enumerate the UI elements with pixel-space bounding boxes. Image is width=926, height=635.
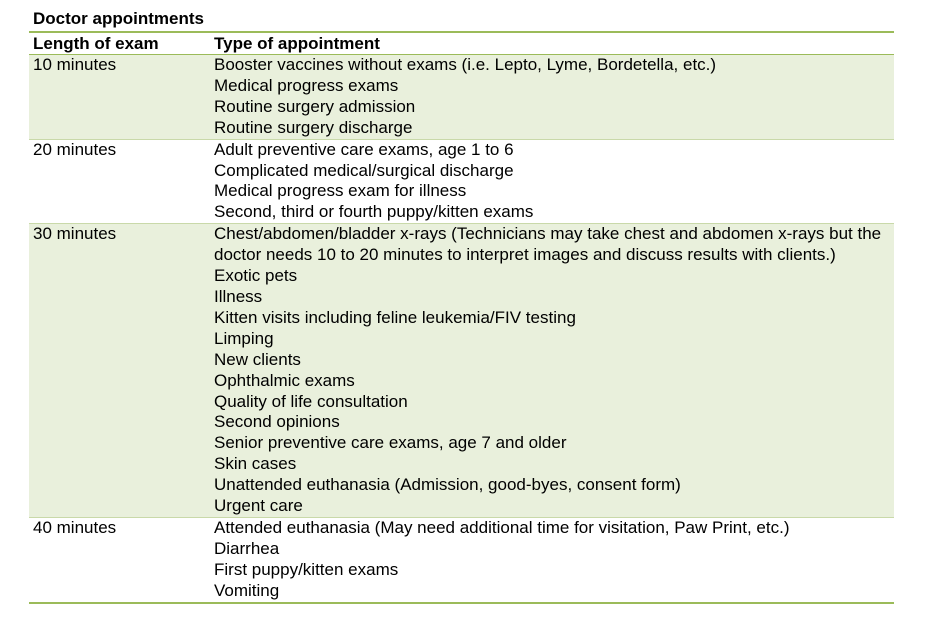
appointment-item: Quality of life consultation bbox=[214, 391, 408, 411]
type-cell bbox=[210, 139, 894, 224]
appointment-item: Chest/abdomen/bladder x-rays (Technicians may take chest and abdomen x-rays but the doctor needs 10 to 20 minutes to interpret images and discuss results with clients.) bbox=[214, 224, 882, 265]
appointment-item: Senior preventive care exams, age 7 and older bbox=[214, 433, 567, 453]
appointment-item: Unattended euthanasia (Admission, good-byes, consent form) bbox=[214, 475, 681, 495]
column-header-length: Length of exam bbox=[29, 32, 210, 55]
appointment-item: Diarrhea bbox=[214, 538, 280, 558]
appointment-item: Ophthalmic exams bbox=[214, 370, 355, 390]
length-cell: 20 minutes bbox=[29, 139, 210, 224]
appointments-document bbox=[29, 8, 894, 604]
type-cell bbox=[210, 224, 894, 518]
appointment-item: Second, third or fourth puppy/kitten exams bbox=[214, 202, 534, 222]
appointment-item: Complicated medical/surgical discharge bbox=[214, 160, 514, 180]
appointment-item: Kitten visits including feline leukemia/FIV testing bbox=[214, 307, 576, 327]
length-cell: 40 minutes bbox=[29, 517, 210, 602]
appointment-item: Vomiting bbox=[214, 580, 280, 600]
appointment-item: Routine surgery admission bbox=[214, 96, 416, 116]
appointment-item: Limping bbox=[214, 328, 274, 348]
type-cell bbox=[210, 517, 894, 602]
appointment-item: New clients bbox=[214, 349, 301, 369]
column-header-type: Type of appointment bbox=[210, 32, 894, 55]
appointment-item: Routine surgery discharge bbox=[214, 117, 413, 137]
appointment-item: Illness bbox=[214, 286, 263, 306]
appointment-item: First puppy/kitten exams bbox=[214, 559, 399, 579]
table-row bbox=[29, 517, 894, 602]
table-header-row bbox=[29, 32, 894, 55]
table-row bbox=[29, 55, 894, 140]
length-cell: 30 minutes bbox=[29, 224, 210, 518]
appointments-table bbox=[29, 31, 894, 604]
appointment-item: Urgent care bbox=[214, 496, 303, 516]
appointment-item: Skin cases bbox=[214, 454, 297, 474]
appointment-item: Medical progress exam for illness bbox=[214, 181, 467, 201]
table-title: Doctor appointments bbox=[33, 9, 204, 28]
appointment-item: Exotic pets bbox=[214, 266, 298, 286]
appointment-item: Attended euthanasia (May need additional time for visitation, Paw Print, etc.) bbox=[214, 517, 790, 537]
table-row bbox=[29, 139, 894, 224]
table-row bbox=[29, 224, 894, 518]
type-cell bbox=[210, 55, 894, 140]
appointment-item: Adult preventive care exams, age 1 to 6 bbox=[214, 139, 514, 159]
appointment-item: Booster vaccines without exams (i.e. Lepto, Lyme, Bordetella, etc.) bbox=[214, 55, 717, 74]
appointment-item: Second opinions bbox=[214, 412, 340, 432]
length-cell: 10 minutes bbox=[29, 55, 210, 140]
appointment-item: Medical progress exams bbox=[214, 75, 399, 95]
